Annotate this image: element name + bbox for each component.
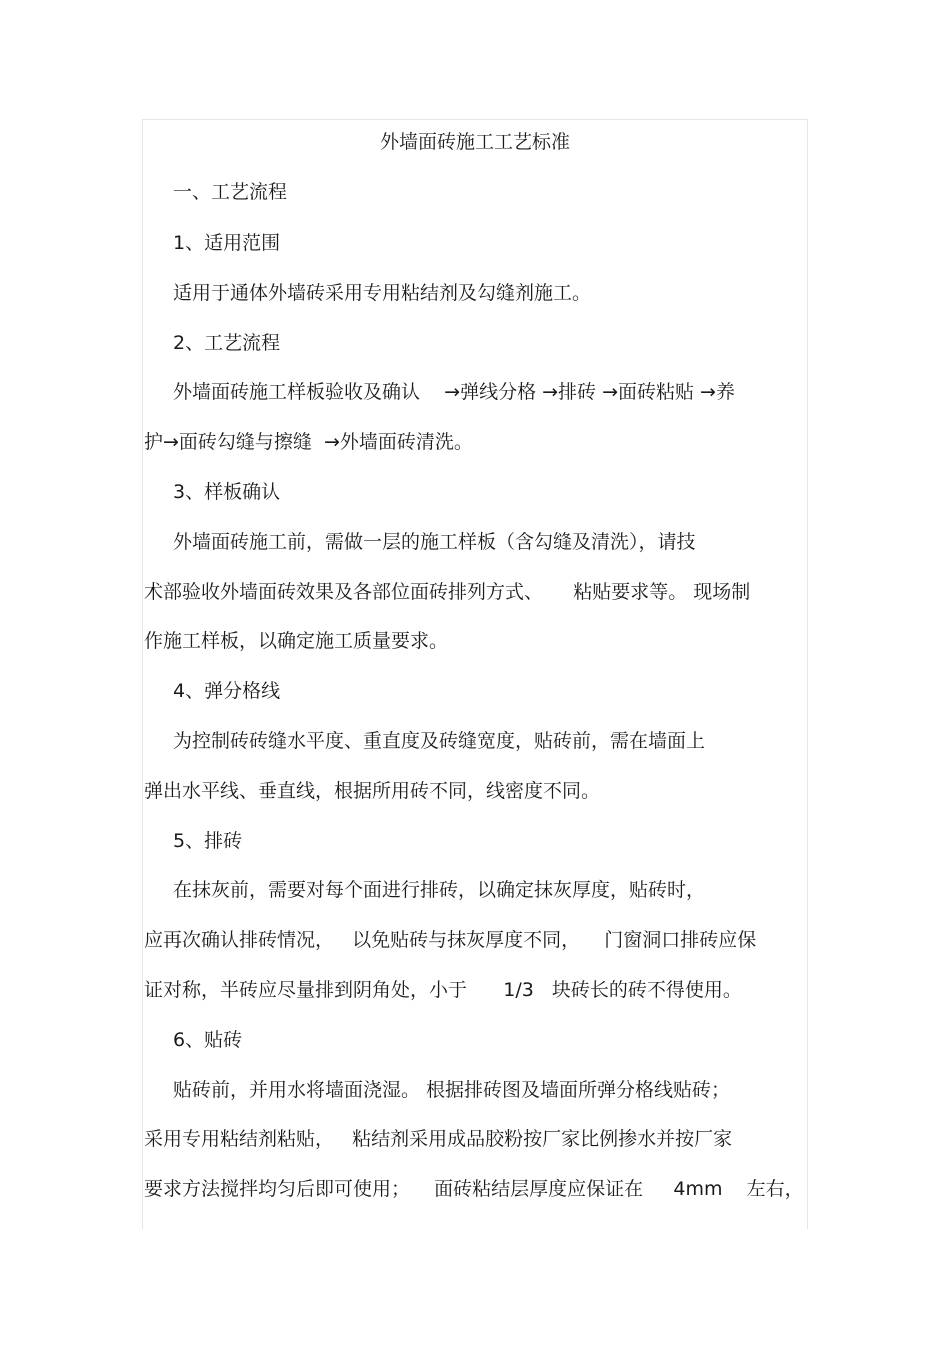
heading-layout: 5、排砖 [173, 830, 243, 852]
paragraph-grid-lines-line2: 弹出水平线、垂直线，根据所用砖不同，线密度不同。 [144, 780, 601, 802]
paragraph-tiling-line3: 要求方法搅拌均匀后即可使用； 面砖粘结层厚度应保证在 4mm 左右， [144, 1178, 804, 1200]
paragraph-layout-line2: 应再次确认排砖情况， 以免贴砖与抹灰厚度不同， 门窗洞口排砖应保 [144, 929, 757, 951]
paragraph-scope: 适用于通体外墙砖采用专用粘结剂及勾缝剂施工。 [173, 282, 592, 304]
heading-scope: 1、适用范围 [173, 232, 281, 254]
heading-sample: 3、样板确认 [173, 481, 281, 503]
paragraph-sample-line1: 外墙面砖施工前，需做一层的施工样板（含勾缝及清洗），请技 [173, 531, 696, 553]
paragraph-sample-line2: 术部验收外墙面砖效果及各部位面砖排列方式、 粘贴要求等。 现场制 [144, 581, 751, 603]
paragraph-layout-line3: 证对称，半砖应尽量排到阴角处，小于 1/3 块砖长的砖不得使用。 [144, 979, 742, 1001]
paragraph-workflow-line2: 护→面砖勾缝与擦缝 →外墙面砖清洗。 [144, 431, 473, 453]
heading-grid-lines: 4、弹分格线 [173, 680, 281, 702]
heading-tiling: 6、贴砖 [173, 1029, 243, 1051]
paragraph-tiling-line2: 采用专用粘结剂粘贴， 粘结剂采用成品胶粉按厂家比例掺水并按厂家 [144, 1128, 733, 1150]
section-heading-process: 一、工艺流程 [173, 181, 288, 203]
paragraph-grid-lines-line1: 为控制砖砖缝水平度、重直度及砖缝宽度，贴砖前，需在墙面上 [173, 730, 706, 752]
document-title: 外墙面砖施工工艺标准 [379, 131, 570, 153]
paragraph-layout-line1: 在抹灰前，需要对每个面进行排砖，以确定抹灰厚度，贴砖时， [173, 879, 706, 901]
paragraph-tiling-line1: 贴砖前，并用水将墙面浇湿。 根据排砖图及墙面所弹分格线贴砖； [173, 1079, 731, 1101]
paragraph-sample-line3: 作施工样板，以确定施工质量要求。 [144, 630, 449, 652]
heading-workflow: 2、工艺流程 [173, 332, 281, 354]
paragraph-workflow-line1: 外墙面砖施工样板验收及确认 →弹线分格 →排砖 →面砖粘贴 →养 [173, 381, 735, 403]
